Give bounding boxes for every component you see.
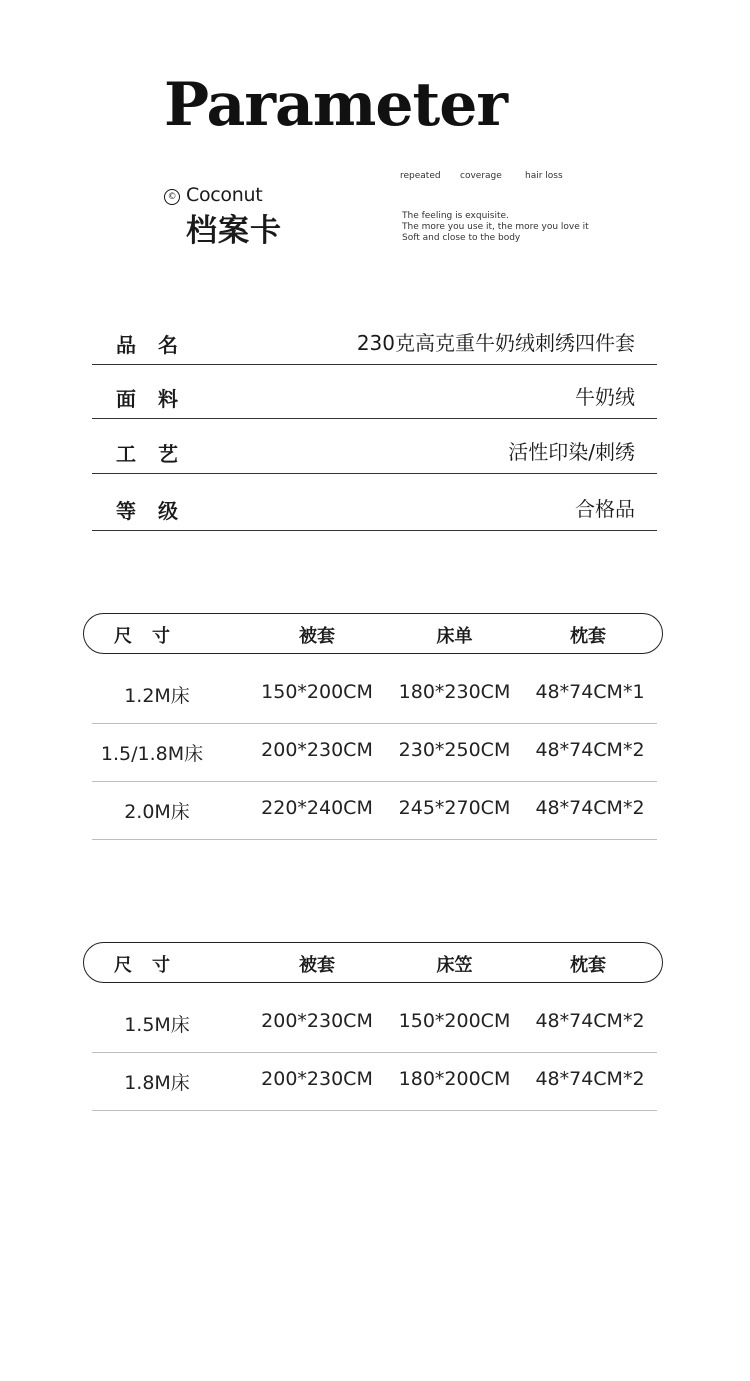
- param-key: 品名: [116, 333, 200, 357]
- tag-repeated: repeated: [400, 171, 441, 181]
- param-row-craft: [92, 419, 657, 474]
- header-size: 尺寸: [114, 626, 190, 647]
- param-row-grade: [92, 476, 657, 531]
- cell-duvet: 200*230CM: [261, 1010, 373, 1032]
- cell-duvet: 220*240CM: [261, 797, 373, 819]
- param-value: 活性印染/刺绣: [508, 440, 635, 464]
- cell-sheet: 230*250CM: [398, 739, 511, 761]
- size-table-1-header: [83, 613, 663, 654]
- table-row: [92, 665, 657, 724]
- description-line: The more you use it, the more you love it: [402, 222, 589, 232]
- cell-pillow: 48*74CM*2: [535, 739, 645, 761]
- description-line: The feeling is exquisite.: [402, 211, 509, 221]
- page-title: Parameter: [164, 70, 508, 140]
- cell-size: 1.2M床: [124, 685, 190, 707]
- table-row: [92, 1052, 657, 1111]
- profile-card-title: 档案卡: [186, 213, 282, 249]
- table-row: [92, 723, 657, 782]
- tag-coverage: coverage: [460, 171, 502, 181]
- param-row-fabric: [92, 364, 657, 419]
- param-key: 面料: [116, 387, 200, 411]
- param-row-name: [92, 310, 657, 365]
- param-value: 牛奶绒: [575, 385, 635, 409]
- table-row: [92, 994, 657, 1053]
- cell-pillow: 48*74CM*2: [535, 1010, 645, 1032]
- header-size: 尺寸: [114, 955, 190, 976]
- tag-hair-loss: hair loss: [525, 171, 563, 181]
- cell-pillow: 48*74CM*2: [535, 797, 645, 819]
- cell-size: 1.5M床: [124, 1014, 190, 1036]
- header-pillowcase: 枕套: [570, 626, 606, 647]
- header-bed-sheet: 床单: [436, 626, 473, 647]
- cell-duvet: 200*230CM: [261, 739, 373, 761]
- cell-pillow: 48*74CM*2: [535, 1068, 645, 1090]
- table-row: [92, 781, 657, 840]
- description-line: Soft and close to the body: [402, 233, 521, 243]
- param-value: 合格品: [575, 497, 635, 521]
- brand-name: Coconut: [186, 184, 263, 206]
- param-key: 工艺: [116, 442, 200, 466]
- header-duvet-cover: 被套: [299, 955, 335, 976]
- cell-sheet: 245*270CM: [398, 797, 511, 819]
- description: [402, 211, 589, 244]
- brand: [164, 183, 262, 207]
- cell-pillow: 48*74CM*1: [535, 681, 645, 703]
- cell-fitted-sheet: 180*200CM: [398, 1068, 511, 1090]
- cell-fitted-sheet: 150*200CM: [398, 1010, 511, 1032]
- cell-size: 1.8M床: [124, 1072, 190, 1094]
- param-key: 等级: [116, 499, 200, 523]
- param-value: 230克高克重牛奶绒刺绣四件套: [356, 331, 635, 355]
- cell-duvet: 150*200CM: [261, 681, 373, 703]
- header-duvet-cover: 被套: [299, 626, 335, 647]
- header-fitted-sheet: 床笠: [436, 955, 473, 976]
- size-table-2-header: [83, 942, 663, 983]
- copyright-icon: ©: [164, 189, 180, 205]
- cell-size: 2.0M床: [124, 801, 190, 823]
- cell-sheet: 180*230CM: [398, 681, 511, 703]
- cell-duvet: 200*230CM: [261, 1068, 373, 1090]
- cell-size: 1.5/1.8M床: [100, 743, 204, 765]
- header-pillowcase: 枕套: [570, 955, 606, 976]
